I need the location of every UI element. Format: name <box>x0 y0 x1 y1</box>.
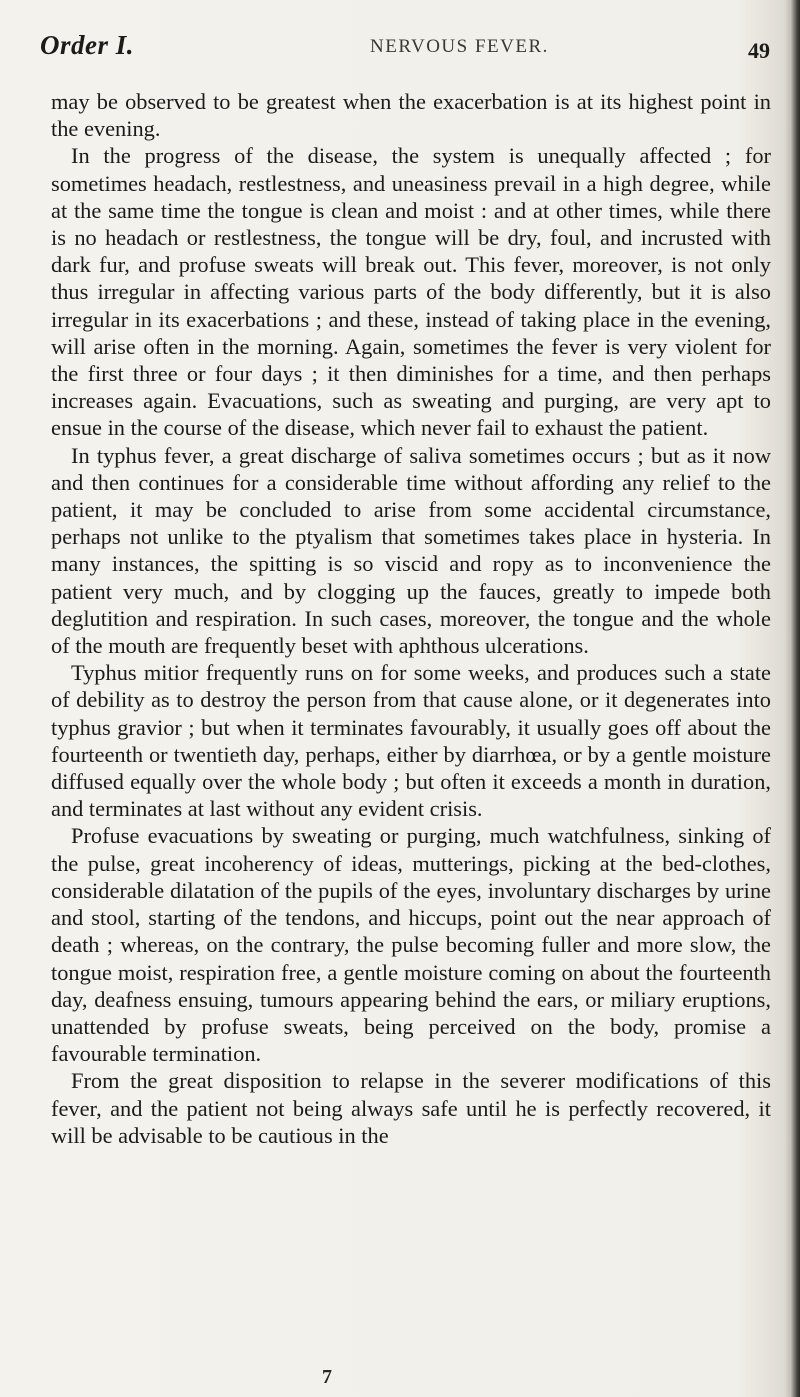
page-edge-shadow <box>790 0 800 1397</box>
signature-mark: 7 <box>322 1366 332 1388</box>
paragraph: Typhus mitior frequently runs on for some weeks, and produces such a state of debility as to destroy the person from that cause alone, or it degenerates into typhus gravior ; but when it terminates favourably, it usually goes off about the fourteenth or twentieth day, perhaps, either by diarrhœa, or by a gentle moisture diffused equally over the whole body ; but often it exceeds a month in duration, and terminates at last without any evident crisis. <box>51 660 771 822</box>
running-header <box>40 30 770 66</box>
paragraph: From the great disposition to relapse in the severer modifications of this fever, and the patient not being always safe until he is perfectly recovered, it will be advisable to be cautious in the <box>51 1068 771 1148</box>
paragraph: In the progress of the disease, the system is unequally affected ; for sometimes headach, restlestness, and uneasiness prevail in a high degree, while at the same time the tongue is clean and moist : and at other times, while there is no headach or restlestness, the tongue will be dry, foul, and incrusted with dark fur, and profuse sweats will break out. This fever, moreover, is not only thus irregular in affecting various parts of the body differently, but it is also irregular in its exacerbations ; and these, instead of taking place in the evening, will arise often in the morning. Again, sometimes the fever is very violent for the first three or four days ; it then diminishes for a time, and then perhaps increases again. Evacuations, such as sweating and purging, are very apt to ensue in the course of the disease, which never fail to exhaust the patient. <box>51 143 771 441</box>
page-number: 49 <box>748 38 770 63</box>
body-text <box>51 88 771 1149</box>
paragraph: Profuse evacuations by sweating or purging, much watchfulness, sinking of the pulse, great incoherency of ideas, mutterings, picking at the bed-clothes, considerable dilatation of the pupils of the eyes, involuntary discharges by urine and stool, starting of the tendons, and hiccups, point out the near approach of death ; whereas, on the contrary, the pulse becoming fuller and more slow, the tongue moist, respiration free, a gentle moisture coming on about the fourteenth day, deafness ensuing, tumours appearing behind the ears, or miliary eruptions, unattended by profuse sweats, being perceived on the body, promise a favourable termination. <box>51 823 771 1067</box>
paragraph: In typhus fever, a great discharge of saliva sometimes occurs ; but as it now and then continues for a considerable time without affording any relief to the patient, it may be concluded to arise from some accidental circumstance, perhaps not unlike to the ptyalism that sometimes takes place in hysteria. In many instances, the spitting is so viscid and ropy as to inconvenience the patient very much, and by clogging up the fauces, greatly to impede both deglutition and respiration. In such cases, moreover, the tongue and the whole of the mouth are frequently beset with aphthous ulcerations. <box>51 442 771 659</box>
paragraph: may be observed to be greatest when the exacerbation is at its highest point in the evening. <box>51 89 771 142</box>
header-order: Order I. <box>40 30 135 60</box>
header-title: NERVOUS FEVER. <box>370 36 549 57</box>
